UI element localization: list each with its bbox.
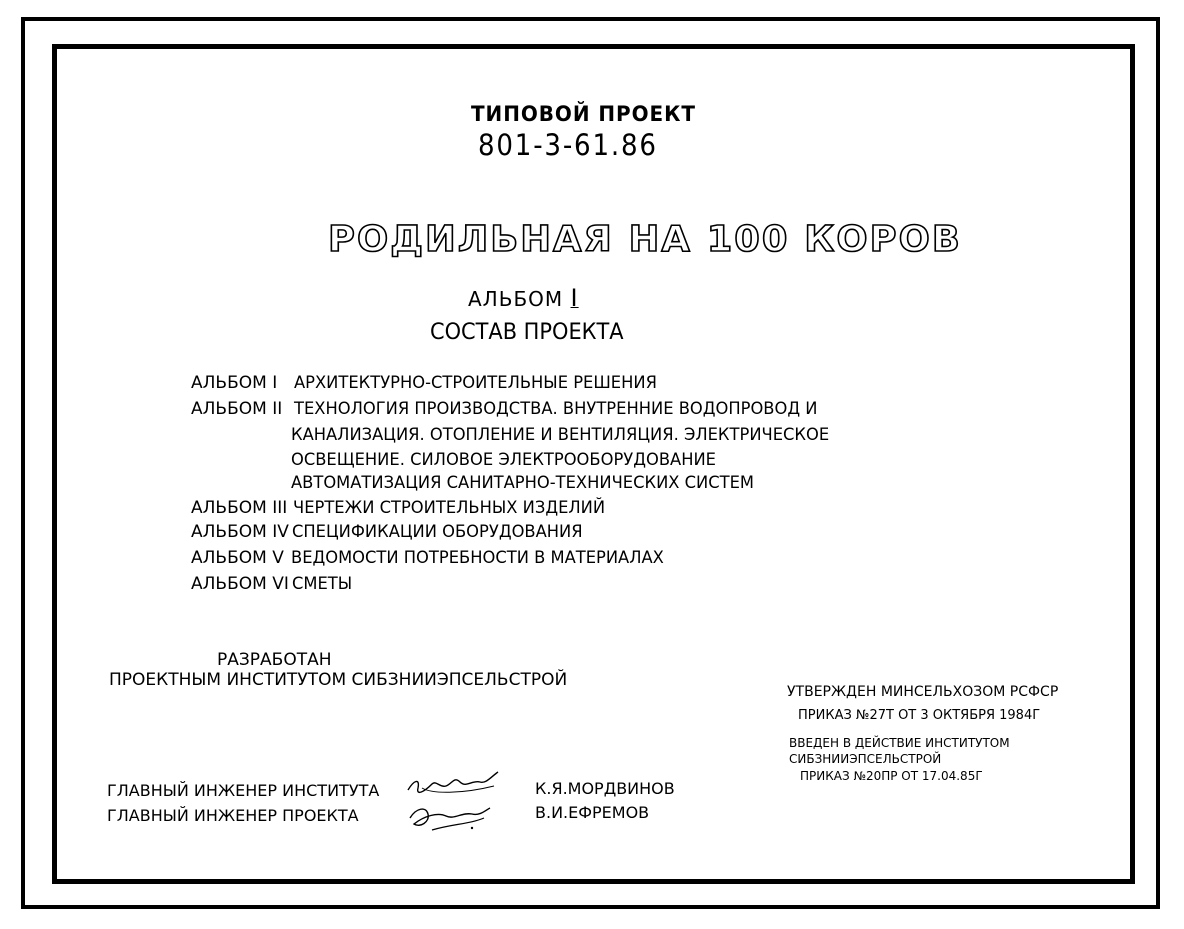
- chief-engineer-project-name: В.И.ЕФРЕМОВ: [535, 803, 650, 822]
- album-label-1: АЛЬБОМ I: [191, 373, 278, 393]
- introduction-order: ПРИКАЗ №20ПР ОТ 17.04.85Г: [800, 769, 983, 783]
- album-line-2-4: АВТОМАТИЗАЦИЯ САНИТАРНО-ТЕХНИЧЕСКИХ СИСТЕМ: [291, 473, 755, 493]
- project-code: 801-3-61.86: [478, 128, 658, 162]
- album-line-5-1: ВЕДОМОСТИ ПОТРЕБНОСТИ В МАТЕРИАЛАХ: [291, 548, 664, 568]
- album-heading-number: I: [570, 284, 579, 312]
- album-label-4: АЛЬБОМ IV: [191, 522, 289, 542]
- album-line-2-3: ОСВЕЩЕНИЕ. СИЛОВОЕ ЭЛЕКТРООБОРУДОВАНИЕ: [291, 450, 716, 470]
- section-title: СОСТАВ ПРОЕКТА: [430, 320, 624, 345]
- album-line-2-1: ТЕХНОЛОГИЯ ПРОИЗВОДСТВА. ВНУТРЕННИЕ ВОДОПРОВОД И: [294, 399, 818, 419]
- introduced-by: ВВЕДЕН В ДЕЙСТВИЕ ИНСТИТУТОМ: [789, 736, 1010, 750]
- album-label-2: АЛЬБОМ II: [191, 399, 283, 419]
- album-heading-label: АЛЬБОМ: [468, 287, 564, 311]
- album-line-6-1: СМЕТЫ: [292, 574, 353, 594]
- developed-label: РАЗРАБОТАН: [217, 650, 332, 670]
- approval-order: ПРИКАЗ №27Т ОТ 3 ОКТЯБРЯ 1984Г: [798, 708, 1041, 723]
- album-line-3-1: ЧЕРТЕЖИ СТРОИТЕЛЬНЫХ ИЗДЕЛИЙ: [293, 498, 606, 518]
- album-label-5: АЛЬБОМ V: [191, 548, 284, 568]
- approved-by: УТВЕРЖДЕН МИНСЕЛЬХОЗОМ РСФСР: [787, 684, 1059, 700]
- project-type: ТИПОВОЙ ПРОЕКТ: [471, 102, 696, 126]
- album-label-3: АЛЬБОМ III: [191, 498, 288, 518]
- introduced-institute: СИБЗНИИЭПСЕЛЬСТРОЙ: [789, 752, 942, 766]
- chief-engineer-institute-name: К.Я.МОРДВИНОВ: [535, 779, 675, 798]
- chief-engineer-project-label: ГЛАВНЫЙ ИНЖЕНЕР ПРОЕКТА: [107, 806, 359, 825]
- handwritten-signatures: [402, 768, 512, 838]
- document-title: РОДИЛЬНАЯ НА 100 КОРОВ: [328, 219, 962, 260]
- chief-engineer-institute-label: ГЛАВНЫЙ ИНЖЕНЕР ИНСТИТУТА: [107, 781, 380, 800]
- album-line-2-2: КАНАЛИЗАЦИЯ. ОТОПЛЕНИЕ И ВЕНТИЛЯЦИЯ. ЭЛЕКТРИЧЕСКОЕ: [291, 425, 830, 445]
- album-label-6: АЛЬБОМ VI: [191, 574, 289, 594]
- developed-institute: ПРОЕКТНЫМ ИНСТИТУТОМ СИБЗНИИЭПСЕЛЬСТРОЙ: [109, 670, 568, 690]
- album-heading: [468, 286, 579, 310]
- album-line-4-1: СПЕЦИФИКАЦИИ ОБОРУДОВАНИЯ: [292, 522, 583, 542]
- album-line-1-1: АРХИТЕКТУРНО-СТРОИТЕЛЬНЫЕ РЕШЕНИЯ: [294, 373, 657, 393]
